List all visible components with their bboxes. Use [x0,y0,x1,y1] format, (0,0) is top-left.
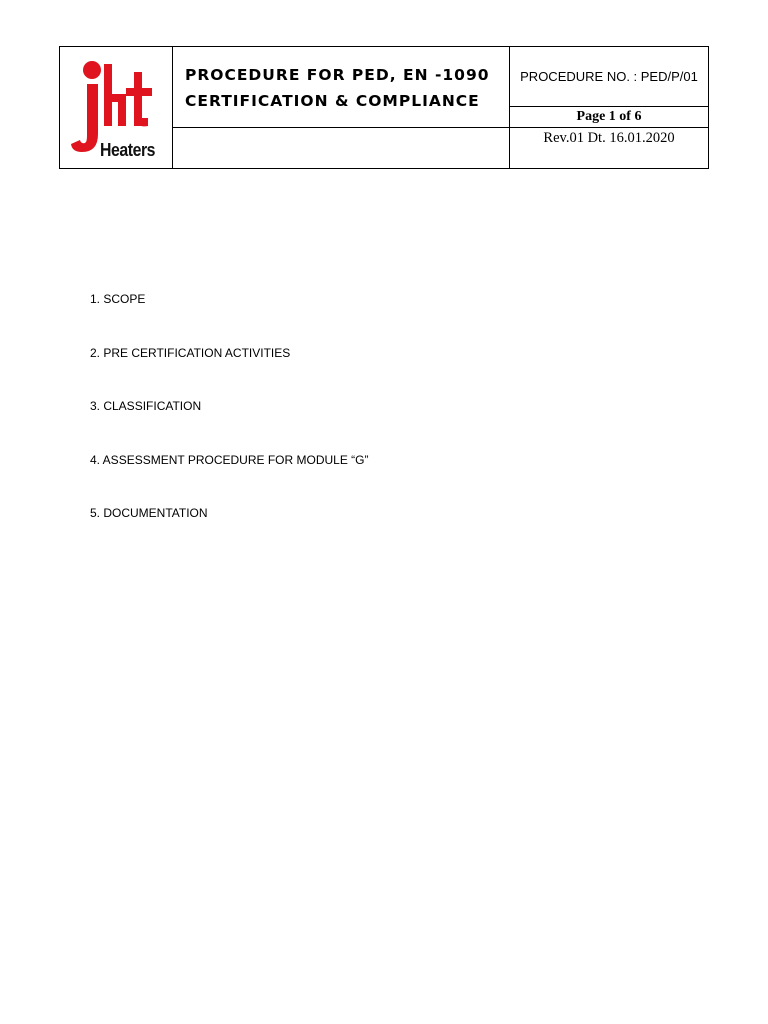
header-table [59,46,709,169]
title-line-1: PROCEDURE FOR PED, EN -1090 [185,66,490,84]
document-title [173,60,509,114]
toc-item-classification: 3. CLASSIFICATION [90,399,202,413]
empty-cell [173,128,510,169]
page-number: Page 1 of 6 [510,107,709,128]
toc-item-assessment: 4. ASSESSMENT PROCEDURE FOR MODULE “G” [90,452,369,467]
title-cell [173,47,510,128]
company-logo [60,48,172,168]
revision-date: Rev.01 Dt. 16.01.2020 [510,128,709,169]
toc-item-scope: 1. SCOPE [90,292,146,306]
logo-cell [60,47,173,169]
logo-text: Heaters [100,139,156,160]
toc-item-pre-certification: 2. PRE CERTIFICATION ACTIVITIES [90,345,291,360]
procedure-number: PROCEDURE NO. : PED/P/01 [510,47,709,107]
title-line-2: CERTIFICATION & COMPLIANCE [185,92,480,110]
toc-item-documentation: 5. DOCUMENTATION [90,506,208,520]
table-of-contents [90,290,369,558]
